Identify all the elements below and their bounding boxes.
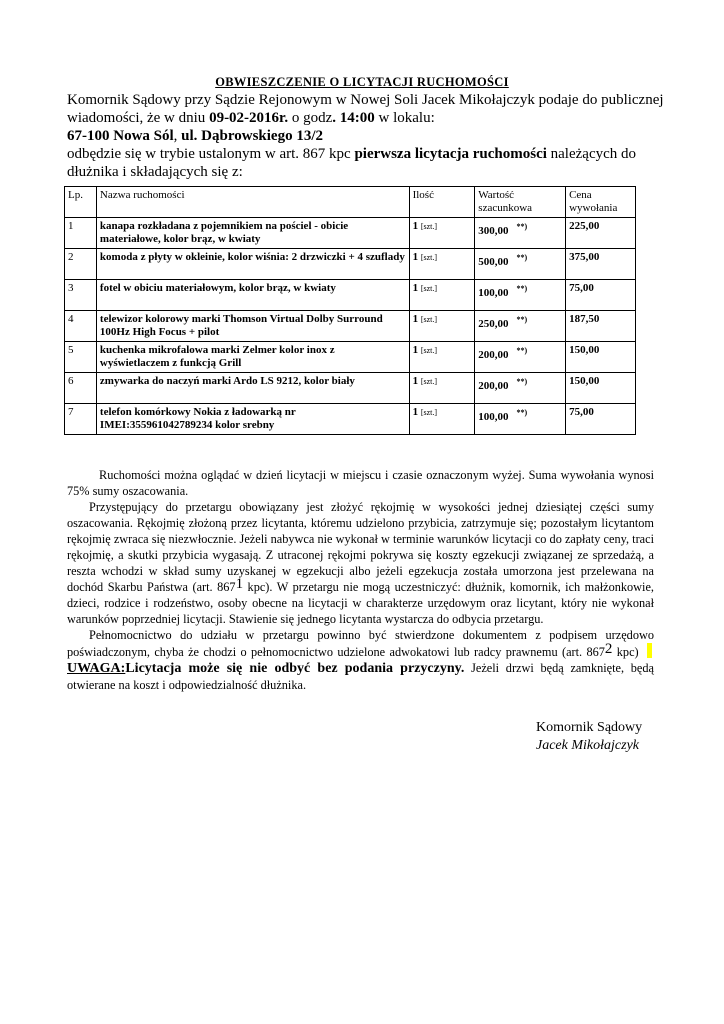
- intro-line-5: dłużnika i składających się z:: [67, 164, 243, 180]
- cell-name: [96, 342, 409, 373]
- cell-name: [96, 249, 409, 280]
- cell-lp: [65, 342, 97, 373]
- row-number: 2: [68, 251, 74, 263]
- cell-qty: [409, 373, 475, 404]
- table-row: [65, 280, 636, 311]
- item-name: kanapa rozkładana z pojemnikiem na pościel - obicie materiałowe, kolor brąz, w kwiaty: [99, 220, 349, 245]
- cell-price: [566, 311, 636, 342]
- cell-value: [475, 342, 566, 373]
- cell-name: [96, 280, 409, 311]
- intro-text: należących do: [546, 146, 637, 162]
- item-price: 150,00: [569, 375, 600, 387]
- cell-lp: [65, 249, 97, 280]
- item-unit: [szt.]: [420, 222, 438, 231]
- row-number: 3: [68, 282, 74, 294]
- auction-time: . 14:00: [332, 110, 375, 126]
- cell-qty: [409, 311, 475, 342]
- item-name: komoda z płyty w okleinie, kolor wiśnia: 2 drzwiczki + 4 szuflady: [99, 251, 405, 263]
- item-unit: [szt.]: [420, 408, 438, 417]
- item-qty: 1: [412, 282, 419, 294]
- cell-qty: [409, 342, 475, 373]
- header-value: Wartość szacunkowa: [475, 187, 566, 218]
- proxy-text-cont: kpc): [612, 645, 643, 659]
- item-name: telewizor kolorowy marki Thomson Virtual Dolby Surround 100Hz High Focus + pilot: [99, 313, 383, 338]
- cell-qty: [409, 404, 475, 435]
- item-value: 500,00: [478, 256, 509, 268]
- cell-lp: [65, 404, 97, 435]
- item-value: 200,00: [478, 380, 509, 392]
- item-name: telefon komórkowy Nokia z ładowarką nr IMEI:355961042789234 kolor srebny: [99, 406, 296, 431]
- table-row: [65, 249, 636, 280]
- cell-lp: [65, 218, 97, 249]
- table-row: [65, 342, 636, 373]
- intro-line-4: [67, 145, 667, 163]
- table-row: [65, 373, 636, 404]
- auction-date: 09-02-2016r.: [209, 110, 289, 126]
- table-row: [65, 404, 636, 435]
- row-number: 5: [68, 344, 74, 356]
- cell-value: [475, 373, 566, 404]
- cell-lp: [65, 373, 97, 404]
- item-unit: [szt.]: [420, 377, 438, 386]
- deposit-text: Przystępujący do przetargu obowiązany jest złożyć rękojmię w wysokości jednej dziesiątej części sumy oszacowania. Rękojmię złożoną przez licytanta, któremu udzielono przybicia, zatrzymuje się; pozostałym licytantom rękojmię zwraca się niezwłocznie. Jeżeli nabywca nie wykonał w terminie warunków licytacji co do zapłaty ceny, traci rękojmię, a skutki przybicia wygasają. Z utraconej rękojmi pokrywa się koszty egzekucji związanej ze sprzedażą, a reszta wchodzi w skład sumy uzyskanej w egzekucji albo jeżeli egzekucja została umorzona jest przelewana na dochód Skarbu Państwa (art. 867: [67, 500, 654, 594]
- row-number: 4: [68, 313, 74, 325]
- item-qty: 1: [412, 375, 419, 387]
- value-footnote: **): [516, 284, 528, 293]
- item-price: 150,00: [569, 344, 600, 356]
- row-number: 7: [68, 406, 74, 418]
- signature-name: Jacek Mikołajczyk: [536, 738, 639, 753]
- cell-name: [96, 218, 409, 249]
- header-qty: Ilość: [409, 187, 475, 218]
- item-qty: 1: [412, 313, 419, 325]
- header-price: Cena wywołania: [566, 187, 636, 218]
- terms-text: [67, 467, 654, 693]
- item-unit: [szt.]: [420, 253, 438, 262]
- intro-paragraph: [67, 91, 667, 181]
- item-value: 100,00: [478, 411, 509, 423]
- item-value: 100,00: [478, 287, 509, 299]
- value-footnote: **): [516, 222, 528, 231]
- cell-name: [96, 311, 409, 342]
- article-superscript: 2: [604, 641, 613, 657]
- value-footnote: **): [516, 377, 528, 386]
- cell-lp: [65, 311, 97, 342]
- auction-type: pierwsza licytacja ruchomości: [354, 146, 547, 162]
- intro-line-1: Komornik Sądowy przy Sądzie Rejonowym w Nowej Soli Jacek Mikołajczyk podaje do publicznej: [67, 92, 664, 108]
- row-number: 1: [68, 220, 74, 232]
- value-footnote: **): [516, 253, 528, 262]
- paragraph-deposit: [67, 499, 654, 627]
- value-footnote: **): [516, 408, 528, 417]
- highlight-marker: [647, 643, 652, 658]
- intro-line-2: [67, 109, 667, 127]
- cell-value: [475, 280, 566, 311]
- cell-price: [566, 342, 636, 373]
- item-price: 225,00: [569, 220, 600, 232]
- cell-value: [475, 311, 566, 342]
- document-title: OBWIESZCZENIE O LICYTACJI RUCHOMOŚCI: [215, 75, 509, 89]
- address-sep: ,: [173, 128, 182, 144]
- intro-text: w lokalu:: [374, 110, 435, 126]
- cell-qty: [409, 218, 475, 249]
- item-name: kuchenka mikrofalowa marki Zelmer kolor inox z wyświetlaczem z funkcją Grill: [99, 344, 335, 369]
- cell-price: [566, 249, 636, 280]
- item-value: 200,00: [478, 349, 509, 361]
- intro-text: o godz: [288, 110, 333, 126]
- address-city: 67-100 Nowa Sól: [67, 128, 174, 144]
- cell-price: [566, 404, 636, 435]
- item-unit: [szt.]: [420, 315, 438, 324]
- item-name: zmywarka do naczyń marki Ardo LS 9212, kolor biały: [99, 375, 355, 387]
- header-name: Nazwa ruchomości: [96, 187, 409, 218]
- cell-price: [566, 218, 636, 249]
- table-row: [65, 311, 636, 342]
- items-table: [64, 186, 636, 435]
- proxy-text: Pełnomocnictwo do udziału w przetargu powinno być stwierdzone dokumentem z podpisem urzędowo poświadczonym, chyba że chodzi o pełnomocnictwo udzielone adwokatowi lub radcy prawnemu (art. 867: [67, 628, 654, 659]
- item-price: 375,00: [569, 251, 600, 263]
- address-street: ul. Dąbrowskiego 13/2: [181, 128, 323, 144]
- intro-text: wiadomości, że w dniu: [67, 110, 210, 126]
- cell-qty: [409, 280, 475, 311]
- cell-price: [566, 373, 636, 404]
- table-header-row: [65, 187, 636, 218]
- article-superscript: 1: [235, 576, 244, 592]
- item-name: fotel w obiciu materiałowym, kolor brąz, w kwiaty: [99, 282, 336, 294]
- table-row: [65, 218, 636, 249]
- cell-name: [96, 404, 409, 435]
- signature-block: [536, 719, 642, 755]
- cell-price: [566, 280, 636, 311]
- item-price: 75,00: [569, 282, 594, 294]
- row-number: 6: [68, 375, 74, 387]
- item-price: 187,50: [569, 313, 600, 325]
- item-qty: 1: [412, 406, 419, 418]
- item-unit: [szt.]: [420, 346, 438, 355]
- warning-label: UWAGA:: [67, 661, 126, 676]
- item-unit: [szt.]: [420, 284, 438, 293]
- value-footnote: **): [516, 346, 528, 355]
- item-qty: 1: [412, 220, 419, 232]
- item-qty: 1: [412, 251, 419, 263]
- deposit-text-cont: kpc). W przetargu nie mogą uczestniczyć: dłużnik, komornik, ich małżonkowie, dzieci, rodzice i rodzeństwo, osoby obecne na licytacji w charakterze urzędowym oraz licytant, który nie wykonał warunków poprzedniej licytacji. Stawienie się jednego licytanta wystarcza do odbycia przetargu.: [67, 580, 654, 626]
- signature-title: Komornik Sądowy: [536, 720, 643, 735]
- cell-lp: [65, 280, 97, 311]
- item-qty: 1: [412, 344, 419, 356]
- paragraph-viewing: Ruchomości można oglądać w dzień licytacji w miejscu i czasie oznaczonym wyżej. Suma wywołania wynosi 75% sumy oszacowania.: [67, 468, 654, 498]
- cell-value: [475, 218, 566, 249]
- proxy-text-end: Jeżeli drzwi będą zamknięte, będą otwierane na koszt i odpowiedzialność dłużnika.: [67, 661, 654, 692]
- warning-text: Licytacja może się nie odbyć bez podania przyczyny.: [125, 661, 465, 676]
- value-footnote: **): [516, 315, 528, 324]
- intro-text: odbędzie się w trybie ustalonym w art. 867 kpc: [67, 146, 355, 162]
- item-value: 300,00: [478, 225, 509, 237]
- cell-value: [475, 249, 566, 280]
- cell-qty: [409, 249, 475, 280]
- intro-line-3: [67, 127, 667, 145]
- item-value: 250,00: [478, 318, 509, 330]
- paragraph-proxy: [67, 627, 654, 693]
- cell-value: [475, 404, 566, 435]
- item-price: 75,00: [569, 406, 594, 418]
- cell-name: [96, 373, 409, 404]
- header-lp: Lp.: [65, 187, 97, 218]
